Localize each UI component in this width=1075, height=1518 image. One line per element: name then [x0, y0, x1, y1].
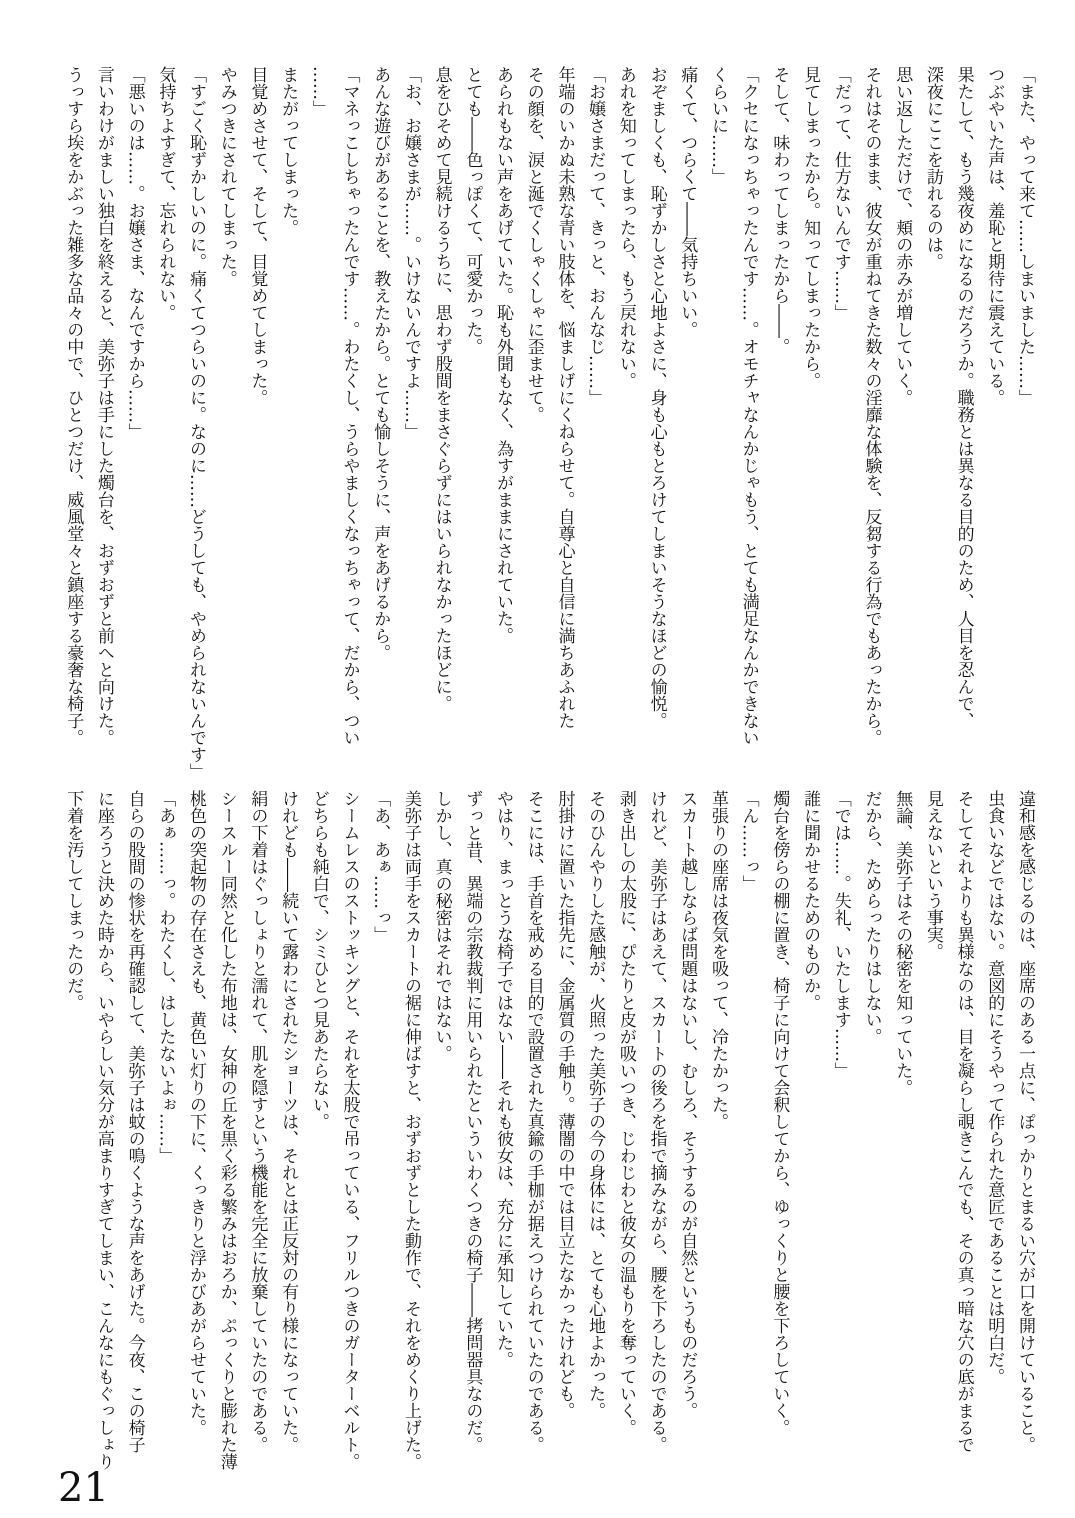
text-line: 肘掛けに置いた指先に、金属質の手触り。薄闇の中では目立たなかったけれども。: [554, 790, 575, 1419]
text-line: うっすら埃をかぶった雑多な品々の中で、ひとつだけ、威風堂々と鎮座する豪奢な椅子。: [63, 66, 84, 746]
text-line: 「マネっこしちゃったんです……。わたくし、うらやましくなっちゃって、だから、つい: [339, 66, 360, 746]
text-line: けれど、美弥子はあえて、スカートの後ろを指で摘みながら、腰を下ろしたのである。: [646, 790, 667, 1453]
text-line: スカート越しならば問題はないし、むしろ、そうするのが自然というものだろう。: [677, 790, 698, 1419]
text-line: 果たして、もう幾夜めになるのだろうか。職務とは異なる目的のため、人目を忍んで、: [953, 66, 974, 729]
text-line: だから、ためらったりはしない。: [861, 790, 882, 1045]
text-line: おぞましくも、恥ずかしさと心地よさに、身も心もとろけてしまいそうなほどの愉悦。: [646, 66, 667, 729]
text-line: 下着を汚してしまったのだ。: [63, 790, 84, 1011]
text-line: シームレスのストッキングと、それを太股で吊っている、フリルつきのガーターベルト。: [339, 790, 360, 1470]
text-line: あられもない声をあげていた。恥も外聞もなく、為すがままにされていた。: [493, 66, 514, 644]
text-line: やみつきにされてしまった。: [216, 66, 237, 287]
text-line: そしてそれよりも異様なのは、目を凝らし覗きこんでも、その真っ暗な穴の底がまるで: [953, 790, 974, 1453]
text-line: に座ろうと決めた時から、いやらしい気分が高まりすぎてしまい、こんなにもぐっしょり: [93, 790, 114, 1470]
text-line: またがってしまった。: [278, 66, 299, 236]
page-number: 21: [58, 1465, 109, 1511]
text-block-top: [58, 66, 1041, 780]
text-line: 「あ、あぁ……っ」: [370, 790, 391, 943]
text-line: 深夜にここを訪れるのは。: [922, 66, 943, 270]
text-line: そのひんやりした感触が、火照った美弥子の今の身体には、とても心地よかった。: [585, 790, 606, 1419]
text-line: ずっと昔、異端の宗教裁判に用いられたといういわくつきの椅子――拷問器具なのだ。: [462, 790, 483, 1453]
text-line: 「お嬢さまだって、きっと、おんなじ……」: [585, 66, 606, 406]
text-line: シースルー同然と化した布地は、女神の丘を黒く彩る繁みはおろか、ぷっくりと膨れた薄: [216, 790, 237, 1470]
text-line: 違和感を感じるのは、座席のある一点に、ぽっかりとまるい穴が口を開けていること。: [1015, 790, 1035, 1453]
text-line: どちらも純白で、シミひとつ見あたらない。: [308, 790, 329, 1130]
text-line: 燭台を傍らの棚に置き、椅子に向けて会釈してから、ゆっくりと腰を下ろしていく。: [769, 790, 790, 1436]
text-line: その顔を、涙と涎でくしゃくしゃに歪ませて。: [523, 66, 544, 423]
text-line: ……」: [308, 66, 329, 117]
text-line: やはり、まっとうな椅子ではない――それも彼女は、充分に承知していた。: [493, 790, 514, 1368]
text-line: 虫食いなどではない。意図的にそうやって作られた意匠であることは明白だ。: [984, 790, 1005, 1385]
text-line: 「すごく恥ずかしいのに。痛くてつらいのに。なのに……どうしても、やめられないんです」: [186, 66, 207, 780]
text-line: 痛くて、つらくて――気持ちいい。: [677, 66, 698, 338]
text-line: 剥き出しの太股に、ぴたりと皮が吸いつき、じわじわと彼女の温もりを奪っていく。: [615, 790, 636, 1436]
text-line: つぶやいた声は、羞恥と期待に震えている。: [984, 66, 1005, 406]
text-line: 無論、美弥子はその秘密を知っていた。: [892, 790, 913, 1096]
text-line: 桃色の突起物の存在さえも、黄色い灯りの下に、くっきりと浮かびあがらせていた。: [186, 790, 207, 1436]
text-line: あれを知ってしまったら、もう戻れない。: [615, 66, 636, 389]
text-line: 誰に聞かせるためのものか。: [800, 790, 821, 1011]
text-line: 「あぁ……っ。わたくし、はしたないよぉ……」: [155, 790, 176, 1164]
text-line: 美弥子は両手をスカートの裾に伸ばすと、おずおずとした動作で、それをめくり上げた。: [400, 790, 421, 1470]
text-line: しかし、真の秘密はそれではない。: [431, 790, 452, 1062]
text-line: 革張りの座席は夜気を吸って、冷たかった。: [707, 790, 728, 1130]
text-line: 「では……。失礼、いたします……」: [830, 790, 851, 1079]
text-line: 「お、お嬢さまが……。いけないんですよ……」: [400, 66, 421, 440]
text-line: 見てしまったから。知ってしまったから。: [800, 66, 821, 389]
text-line: 「だって、仕方ないんです……」: [830, 66, 851, 321]
text-line: 「また、やって来て……しまいました……」: [1015, 66, 1035, 406]
text-line: 絹の下着はぐっしょりと濡れて、肌を隠すという機能を完全に放棄していたのである。: [247, 790, 268, 1453]
text-line: 「ん……っ」: [738, 790, 759, 892]
text-line: 年端のいかぬ未熟な青い肢体を、悩ましげにくねらせて。自尊心と自信に満ちあふれた: [554, 66, 575, 729]
text-line: あんな遊びがあることを、教えたから。とても愉しそうに、声をあげるから。: [370, 66, 391, 661]
text-line: そして、味わってしまったから――。: [769, 66, 790, 355]
text-line: 「悪いのは……。お嬢さま、なんですから……」: [124, 66, 145, 440]
text-line: 「クセになっちゃったんです……。オモチャなんかじゃもう、とても満足なんかできない: [738, 66, 759, 746]
text-line: それはそのまま、彼女が重ねてきた数々の淫靡な体験を、反芻する行為でもあったから。: [861, 66, 882, 746]
text-line: とても――色っぽくて、可愛かった。: [462, 66, 483, 355]
text-block-bottom: [58, 790, 1041, 1474]
text-line: 気持ちよすぎて、忘れられない。: [155, 66, 176, 321]
text-line: 目覚めさせて、そして、目覚めてしまった。: [247, 66, 268, 406]
text-line: けれども――続いて露わにされたショーツは、それとは正反対の有り様になっていた。: [278, 790, 299, 1453]
text-line: 思い返しただけで、頬の赤みが増していく。: [892, 66, 913, 406]
text-line: 自らの股間の惨状を再確認して、美弥子は蚊の鳴くような声をあげた。今夜、この椅子: [124, 790, 145, 1453]
text-line: 言いわけがましい独白を終えると、美弥子は手にした燭台を、おずおずと前へと向けた。: [93, 66, 114, 746]
text-line: 見えないという事実。: [922, 790, 943, 960]
text-line: くらいに……」: [707, 66, 728, 185]
text-line: そこには、手首を戒める目的で設置された真鍮の手枷が据えつけられていたのである。: [523, 790, 544, 1453]
text-line: 息をひそめて見続けるうちに、思わず股間をまさぐらずにはいられなかったほどに。: [431, 66, 452, 712]
